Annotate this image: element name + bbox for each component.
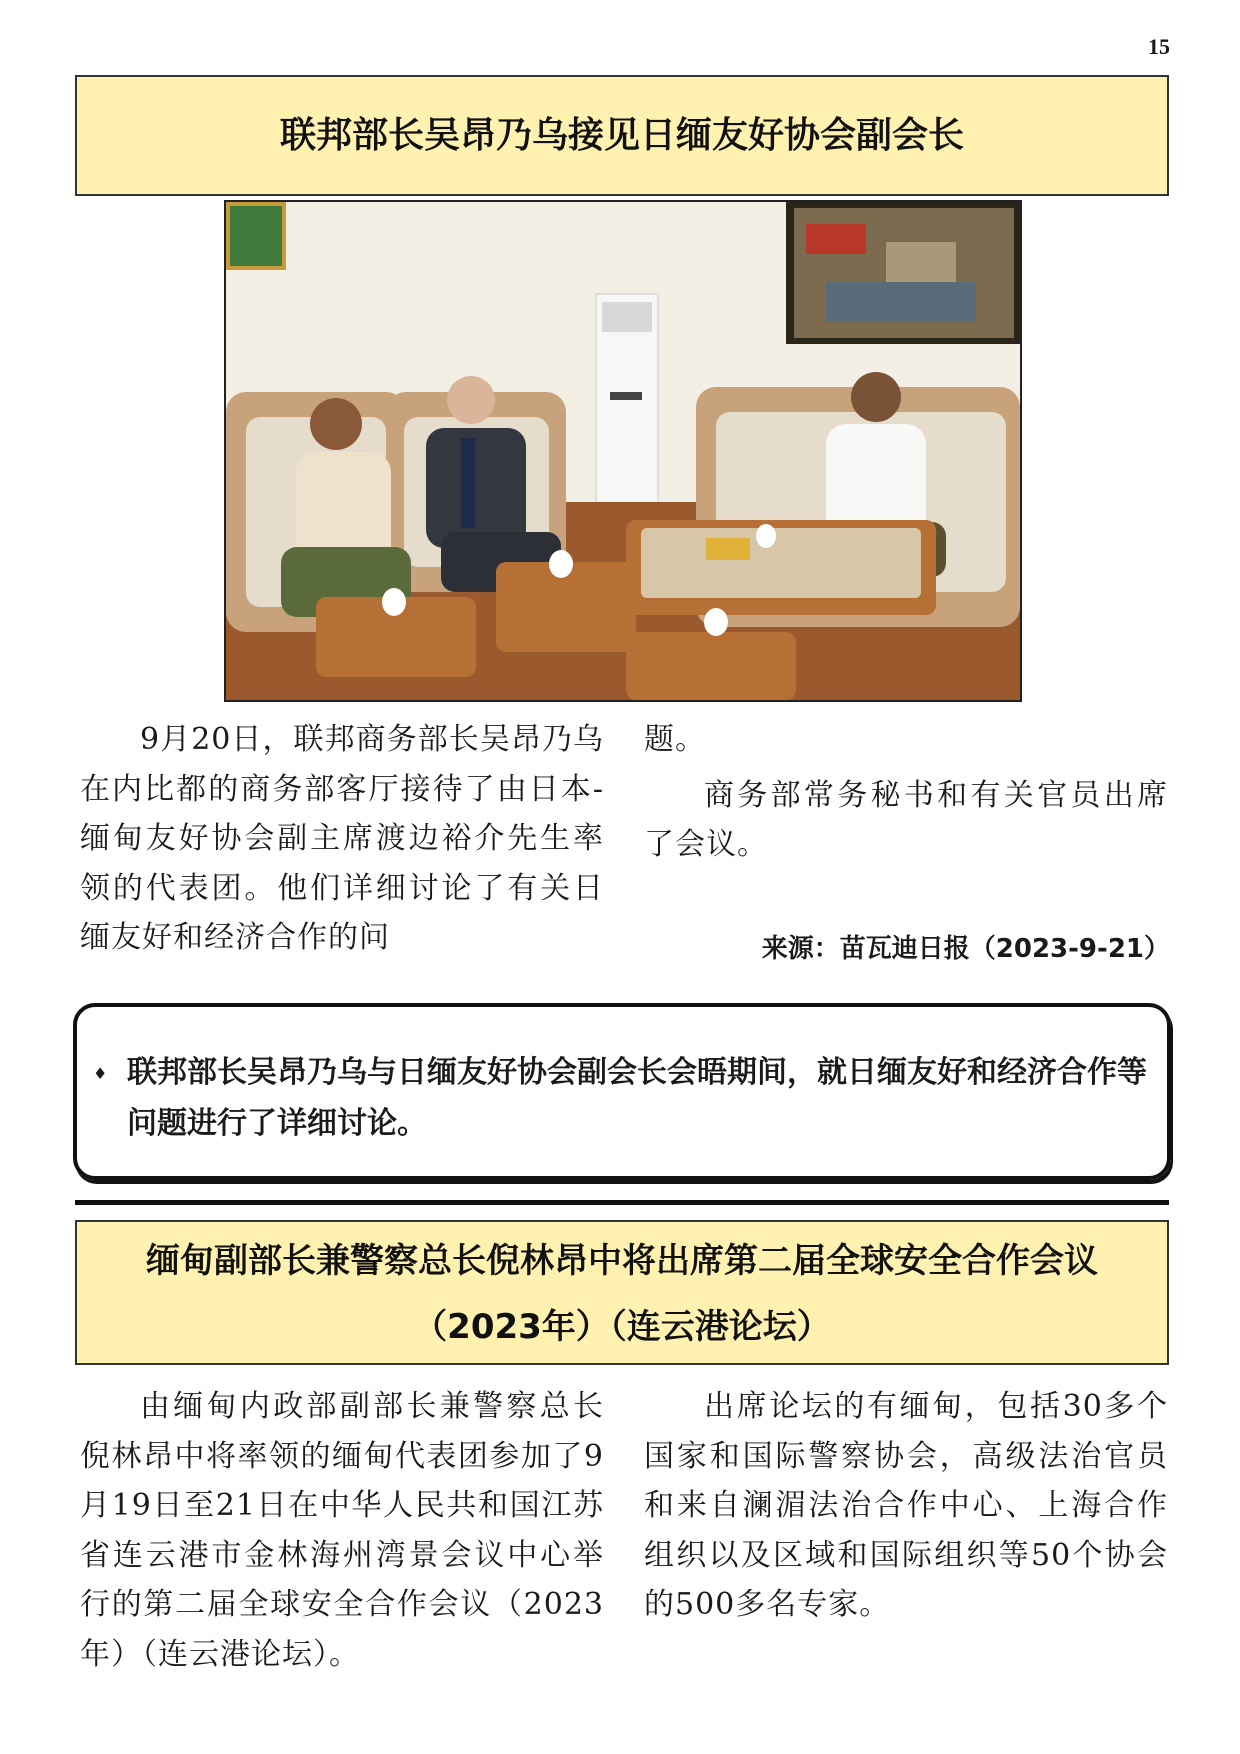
article1-paragraph-1-continued: 题。 — [644, 722, 706, 757]
article1-paragraph-2: 商务部常务秘书和有关官员出席了会议。 — [644, 777, 1168, 862]
article2-paragraph-1: 由缅甸内政部副部长兼警察总长倪林昂中将率领的缅甸代表团参加了9月19日至21日在中华人民共和国江苏省连云港市金林海州湾景会议中心举行的第二届全球安全合作会议（2023年）（连云港论坛）。 — [80, 1389, 604, 1672]
section-divider — [75, 1200, 1169, 1205]
article1-source: 来源：苗瓦迪日报（2023-9-21） — [761, 934, 1170, 964]
summary-text: 联邦部长吴昂乃乌与日缅友好协会副会长会晤期间，就日缅友好和经济合作等问题进行了详细讨论。 — [127, 1055, 1147, 1141]
diamond-bullet-icon: ♦ — [93, 1064, 108, 1083]
article1-column-left — [80, 715, 604, 963]
article2-paragraph-2: 出席论坛的有缅甸，包括30多个国家和国际警察协会，高级法治官员和来自澜湄法治合作中心、上海合作组织以及区域和国际组织等50个协会的500多名专家。 — [644, 1389, 1168, 1622]
article2-title-line-2: （2023年）（连云港论坛） — [413, 1307, 831, 1347]
article2-column-right — [644, 1382, 1168, 1630]
meeting-photo — [224, 200, 1022, 702]
article1-paragraph-1: 9月20日，联邦商务部长吴昂乃乌在内比都的商务部客厅接待了由日本-缅甸友好协会副主席渡边裕介先生率领的代表团。他们详细讨论了有关日缅友好和经济合作的问 — [80, 722, 604, 955]
article1-title: 联邦部长吴昂乃乌接见日缅友好协会副会长 — [75, 75, 1169, 196]
article2-title — [75, 1220, 1169, 1365]
page-number: 15 — [1148, 34, 1170, 59]
summary-box — [73, 1003, 1171, 1180]
article2-column-left — [80, 1382, 604, 1679]
article1-column-right — [644, 715, 1168, 870]
article2-title-line-1: 缅甸副部长兼警察总长倪林昂中将出席第二届全球安全合作会议 — [146, 1241, 1098, 1281]
